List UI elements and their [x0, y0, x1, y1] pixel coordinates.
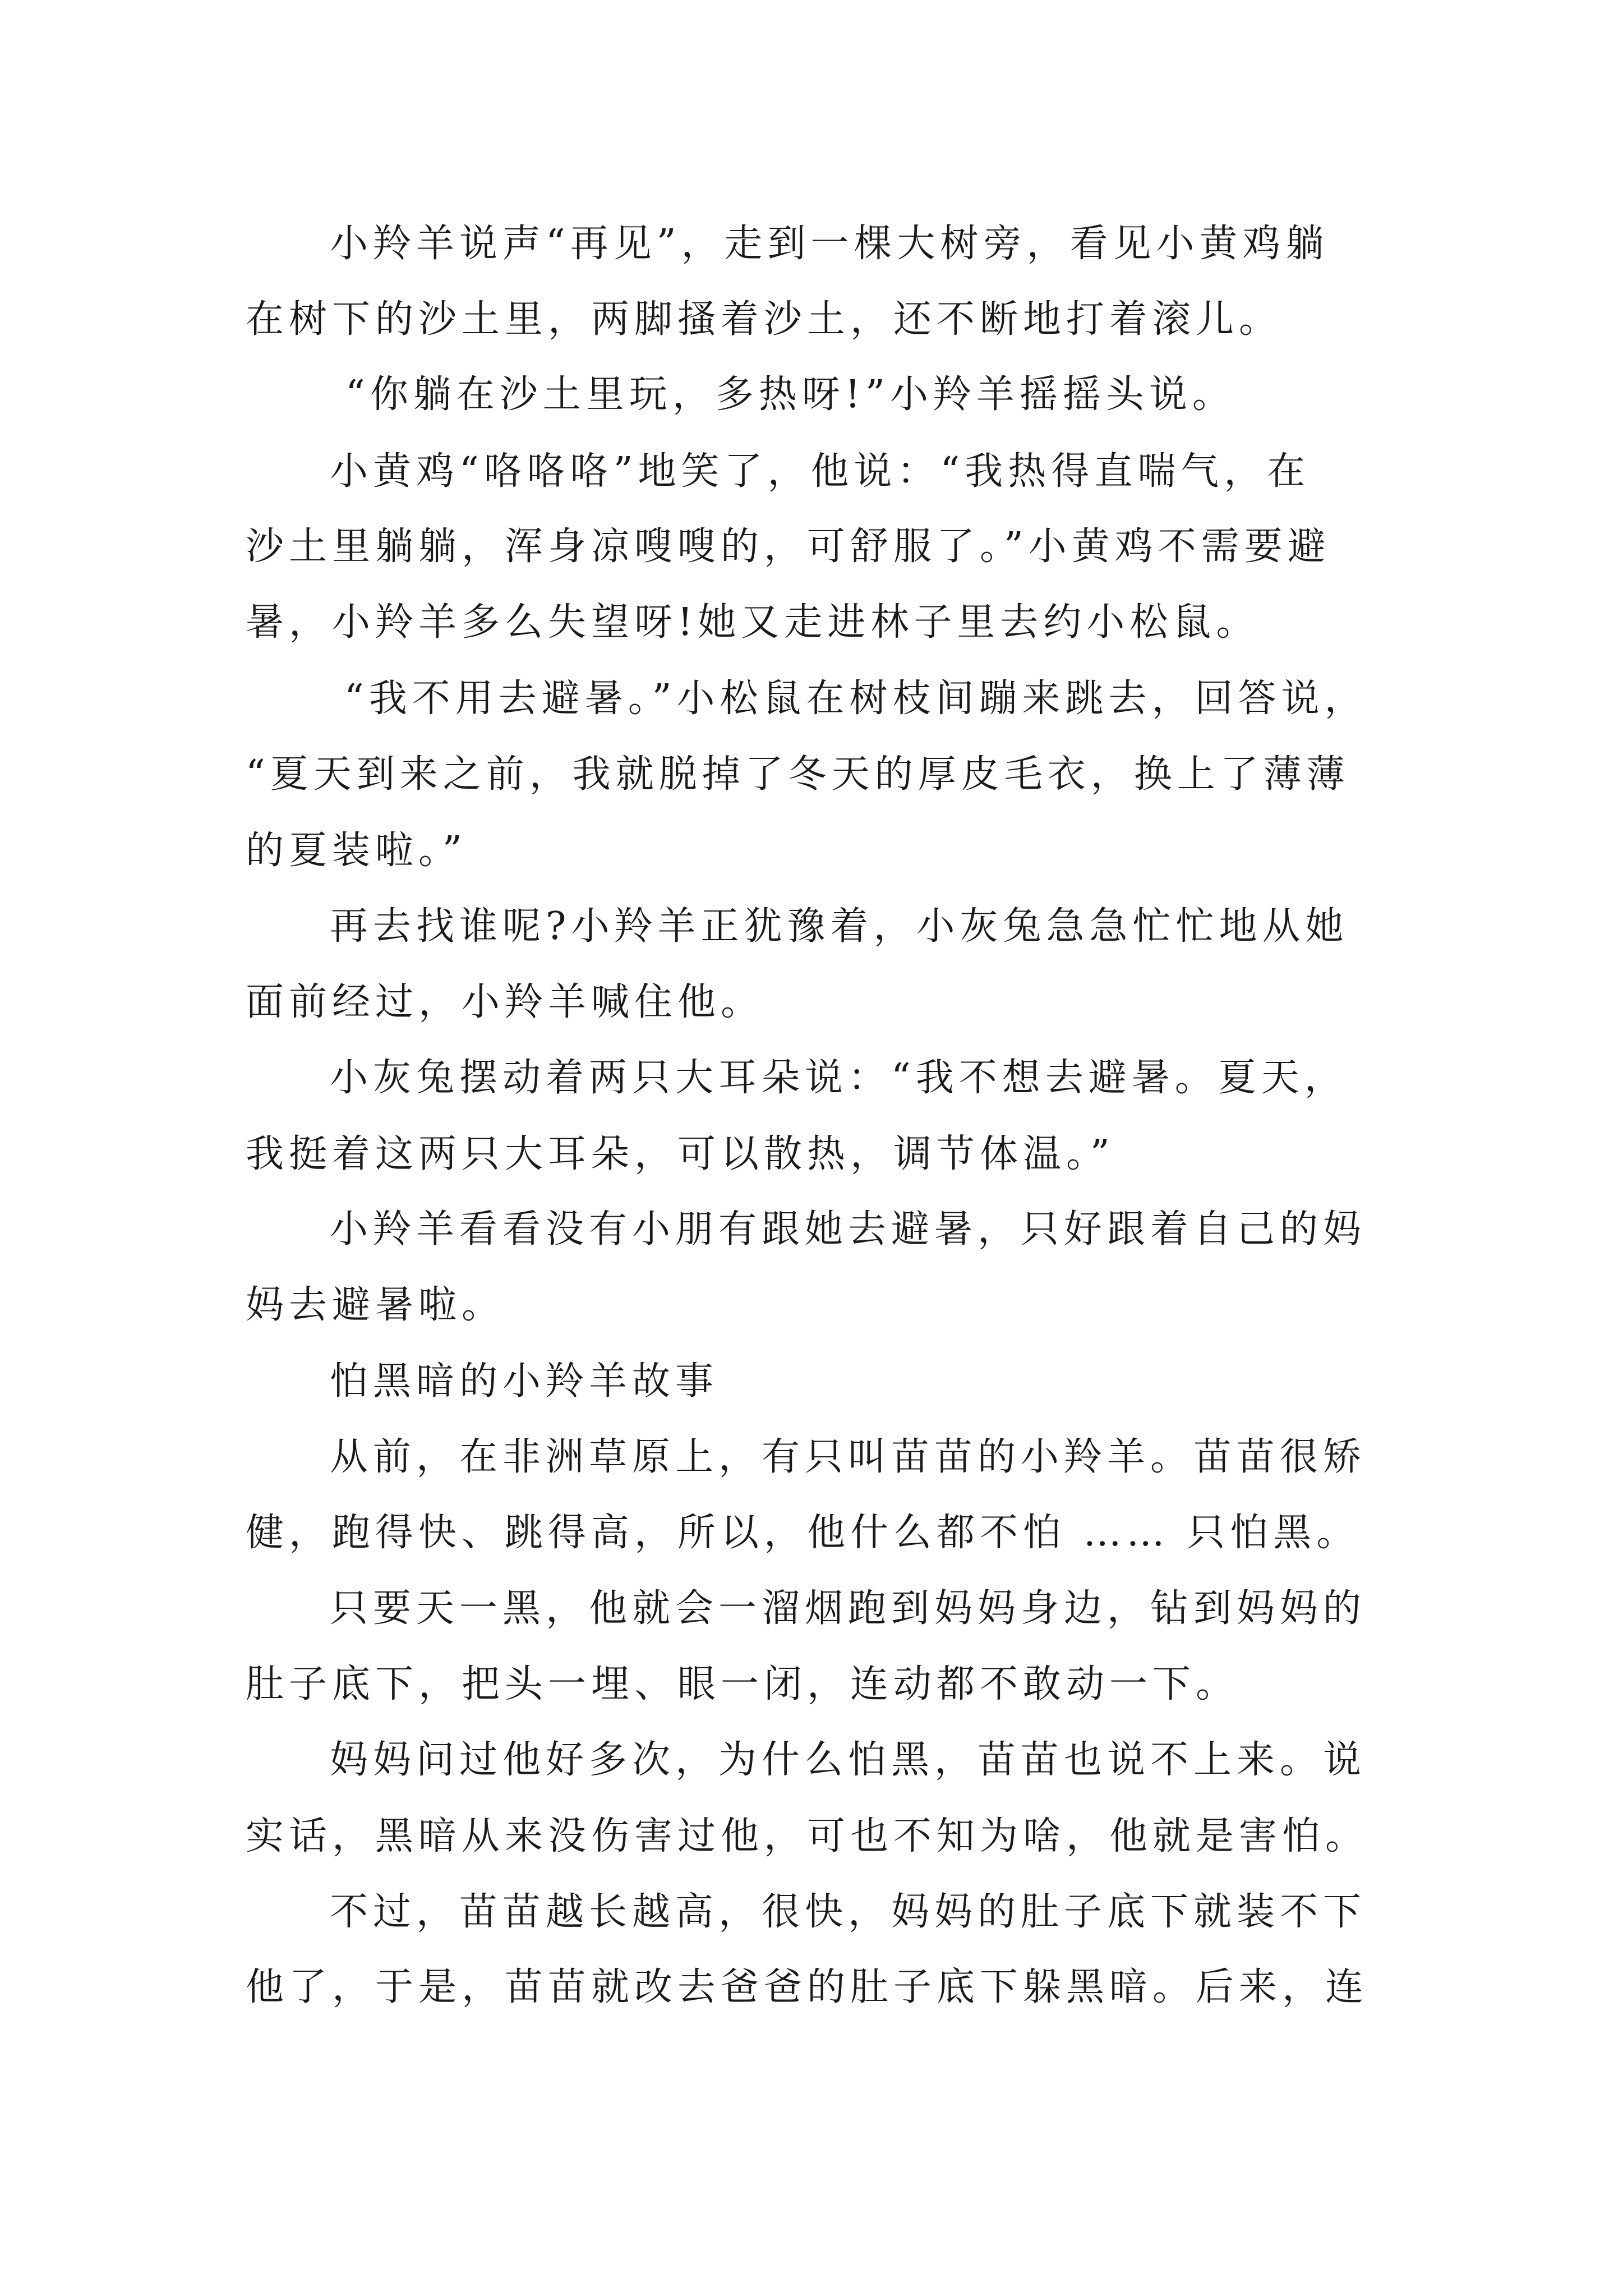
paragraph-line: 从前，在非洲草原上，有只叫苗苗的小羚羊。苗苗很矫 — [330, 1435, 1367, 1479]
section-title: 怕黑暗的小羚羊故事 — [330, 1359, 719, 1404]
paragraph-line: 再去找谁呢?小羚羊正犹豫着，小灰兔急急忙忙地从她 — [330, 904, 1349, 949]
paragraph-line: 健，跑得快、跳得高，所以，他什么都不怕 …… 只怕黑。 — [246, 1511, 1360, 1555]
paragraph-line: 肚子底下，把头一埋、眼一闭，连动都不敢动一下。 — [246, 1662, 1239, 1706]
paragraph-line: 暑，小羚羊多么失望呀!她又走进林子里去约小松鼠。 — [246, 600, 1260, 645]
paragraph-line: 沙土里躺躺，浑身凉嗖嗖的，可舒服了。”小黄鸡不需要避 — [246, 524, 1331, 569]
paragraph-line: “你躺在沙土里玩，多热呀!”小羚羊摇摇头说。 — [345, 372, 1235, 417]
paragraph-line: 小羚羊说声“再见”，走到一棵大树旁，看见小黄鸡躺 — [330, 222, 1329, 266]
paragraph-line: 只要天一黑，他就会一溜烟跑到妈妈身边，钻到妈妈的 — [330, 1586, 1367, 1631]
paragraph-line: 他了，于是，苗苗就改去爸爸的肚子底下躲黑暗。后来，连 — [246, 1965, 1369, 2009]
paragraph-line: 实话，黑暗从来没伤害过他，可也不知为啥，他就是害怕。 — [246, 1814, 1369, 1858]
paragraph-line: 的夏装啦。” — [246, 829, 467, 873]
paragraph-line: 小黄鸡“咯咯咯”地笑了，他说：“我热得直喘气，在 — [330, 449, 1311, 494]
paragraph-line: 我挺着这两只大耳朵，可以散热，调节体温。” — [246, 1132, 1115, 1176]
paragraph-line: 在树下的沙土里，两脚搔着沙土，还不断地打着滚儿。 — [246, 297, 1283, 342]
paragraph-line: 妈去避暑啦。 — [246, 1283, 505, 1327]
paragraph-line: 小灰兔摆动着两只大耳朵说：“我不想去避暑。夏天， — [330, 1056, 1348, 1100]
paragraph-line: “夏天到来之前，我就脱掉了冬天的厚皮毛衣，换上了薄薄 — [246, 752, 1350, 797]
paragraph-line: 妈妈问过他好多次，为什么怕黑，苗苗也说不上来。说 — [330, 1738, 1367, 1782]
paragraph-line: 不过，苗苗越长越高，很快，妈妈的肚子底下就装不下 — [330, 1890, 1367, 1934]
paragraph-line: 小羚羊看看没有小朋有跟她去避暑，只好跟着自己的妈 — [330, 1207, 1367, 1251]
paragraph-line: “我不用去避暑。”小松鼠在树枝间蹦来跳去，回答说， — [344, 677, 1368, 721]
paragraph-line: 面前经过，小羚羊喊住他。 — [246, 980, 764, 1024]
